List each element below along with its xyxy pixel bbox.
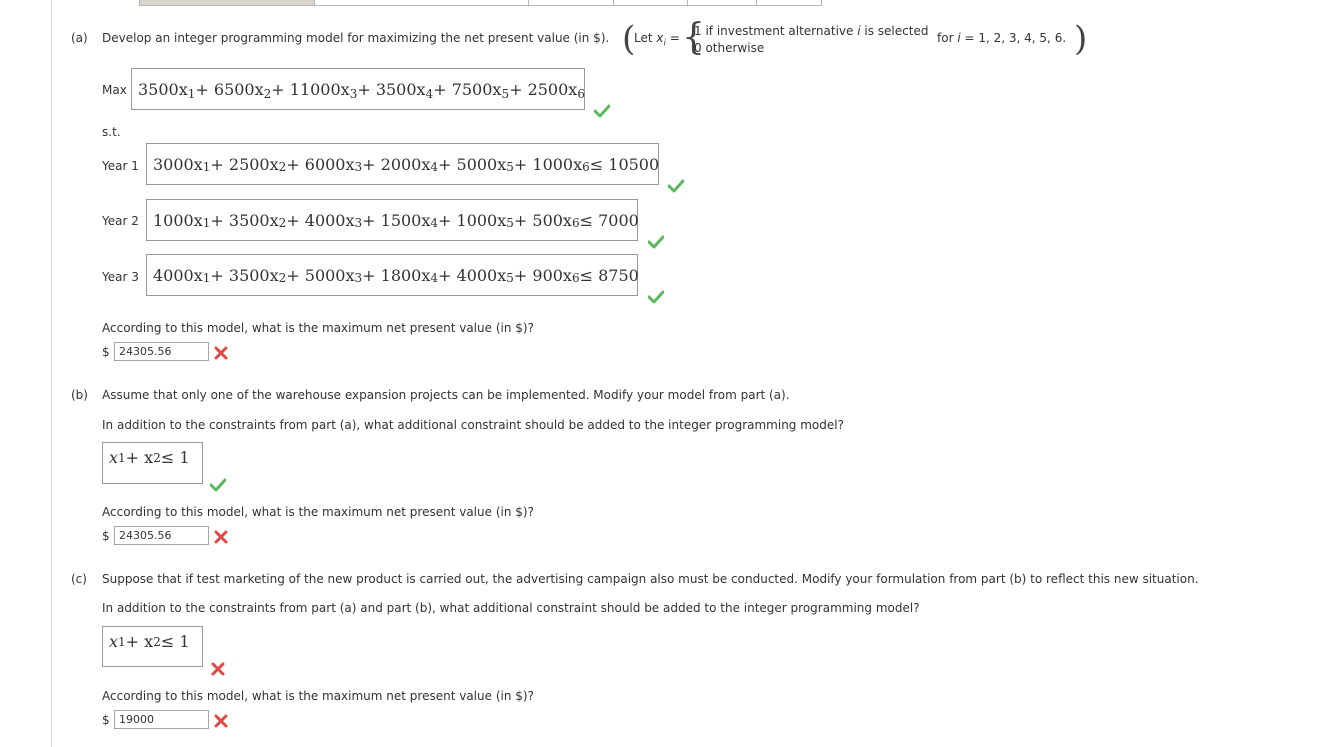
checkmark-icon (648, 290, 664, 304)
currency-symbol: $ (102, 529, 110, 543)
part-b-npv-question: According to this model, what is the maximum net present value (in $)? (102, 505, 534, 519)
top-tab[interactable] (528, 0, 614, 6)
left-margin-divider (51, 0, 52, 747)
constraint-label-year-1: Year 1 (102, 159, 139, 173)
definition-case-1: 1 if investment alternative i is selected (694, 24, 929, 38)
checkmark-icon (210, 478, 226, 492)
cross-icon (213, 714, 229, 728)
max-label: Max (102, 83, 127, 97)
constraint-label-year-2: Year 2 (102, 214, 139, 228)
part-c-npv-question: According to this model, what is the maximum net present value (in $)? (102, 689, 534, 703)
constraint-year-2-field[interactable]: 1000x $_1$ + 3500x $_2$ + 4000x $_3$ + 1500x $_4$ + 1000x $_5$ + 500x $_6$ ≤ 7000 (146, 199, 638, 241)
objective-term: + $6500x_2$ (195, 79, 272, 101)
part-b-label: (b) (71, 388, 88, 402)
cross-icon (213, 346, 229, 360)
part-a-npv-input[interactable] (114, 342, 209, 361)
cross-icon (210, 662, 226, 676)
part-c-npv-input[interactable] (114, 710, 209, 729)
top-tab[interactable] (613, 0, 688, 6)
checkmark-icon (594, 104, 610, 118)
constraint-year-3-field[interactable]: 4000x $_1$ + 3500x $_2$ + 5000x $_3$ + 1800x $_4$ + 4000x $_5$ + 900x $_6$ ≤ 8750 (146, 254, 638, 296)
cross-icon (213, 530, 229, 544)
part-c-constraint-question: In addition to the constraints from part (a) and part (b), what additional constraint should be added to the integer programming model? (102, 601, 920, 615)
checkmark-icon (648, 235, 664, 249)
top-tab[interactable] (314, 0, 529, 6)
part-b-question: Assume that only one of the warehouse expansion projects can be implemented. Modify your model from part (a). (102, 388, 790, 402)
part-b-constraint-question: In addition to the constraints from part (a), what additional constraint should be added to the integer programming model? (102, 418, 844, 432)
checkmark-icon (668, 179, 684, 193)
currency-symbol: $ (102, 345, 110, 359)
top-tab[interactable] (756, 0, 822, 6)
objective-term: + $7500x_5$ (433, 79, 510, 101)
part-b-npv-input[interactable] (114, 526, 209, 545)
left-paren: ( (622, 19, 636, 59)
objective-term: + $3500x_4$ (357, 79, 434, 101)
top-tab[interactable] (687, 0, 757, 6)
definition-let: Let $x_i$ = (634, 31, 680, 49)
top-tab-active[interactable] (139, 0, 315, 6)
objective-term: $3500x_1$ (138, 79, 196, 101)
part-a-question: Develop an integer programming model for maximizing the net present value (in $). (102, 31, 610, 45)
st-label: s.t. (102, 125, 121, 139)
definition-case-2: 0 otherwise (694, 41, 765, 55)
part-b-constraint-field[interactable]: x $_1$ + x $_2$ ≤ 1 (102, 442, 203, 484)
objective-function-field[interactable] (131, 68, 585, 110)
part-c-label: (c) (71, 572, 87, 586)
constraint-year-1-field[interactable]: 3000x $_1$ + 2500x $_2$ + 6000x $_3$ + 2000x $_4$ + 5000x $_5$ + 1000x $_6$ ≤ 10500 (146, 143, 659, 185)
left-brace: { (682, 17, 705, 58)
part-c-constraint-field[interactable]: x $_1$ + x $_2$ ≤ 1 (102, 626, 203, 667)
currency-symbol: $ (102, 713, 110, 727)
constraint-label-year-3: Year 3 (102, 270, 139, 284)
part-a-npv-question: According to this model, what is the maximum net present value (in $)? (102, 321, 534, 335)
right-paren: ) (1074, 19, 1088, 59)
part-c-question: Suppose that if test marketing of the new product is carried out, the advertising campaign also must be conducted. Modify your formulation from part (b) to reflect this new situation. (102, 572, 1199, 586)
objective-term: + $2500x_6$ (509, 79, 585, 101)
definition-range: for i = 1, 2, 3, 4, 5, 6. (937, 31, 1067, 45)
objective-term: + $11000x_3$ (271, 79, 358, 101)
part-a-label: (a) (71, 31, 88, 45)
